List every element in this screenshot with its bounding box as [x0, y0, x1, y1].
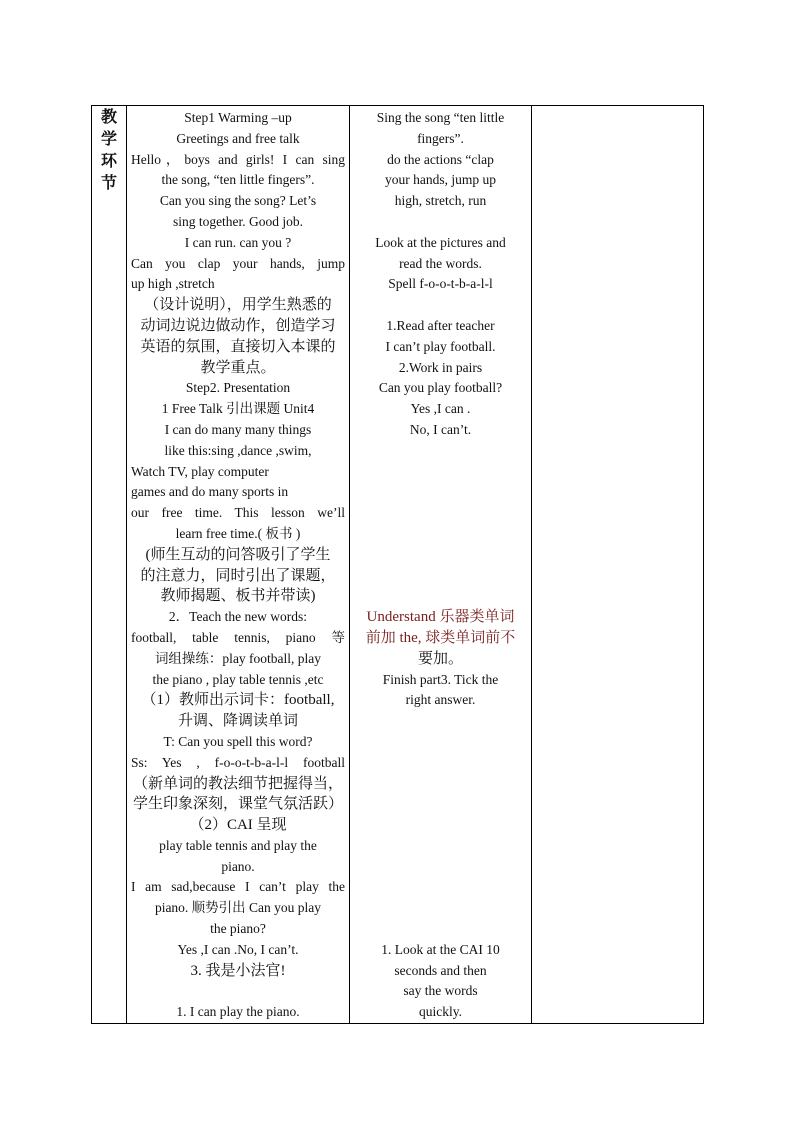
text-line: fingers”. — [417, 130, 464, 146]
text-line: T: Can you spell this word? — [163, 733, 313, 749]
section-header-char: 教 — [100, 107, 117, 126]
text-line — [354, 212, 527, 233]
text-line — [354, 774, 527, 795]
text-line: Greetings and free talk — [176, 130, 300, 146]
text-line: 2.Work in pairs — [398, 359, 483, 375]
text-line: your hands, jump up — [385, 172, 496, 188]
text-line: Step2. Presentation — [185, 380, 291, 396]
teaching-steps-row — [92, 106, 704, 1024]
text-line: high, stretch, run — [394, 193, 487, 209]
text-line: Hello，boys and girls! I can sing — [131, 151, 345, 167]
text-line — [354, 857, 527, 878]
text-line: quickly. — [419, 1004, 462, 1020]
text-line: （设计说明），用学生熟悉的 — [144, 297, 332, 314]
text-line: up high ,stretch — [131, 276, 215, 292]
text-line — [354, 753, 527, 774]
text-line: （1）教师出示词卡：football, — [141, 692, 335, 709]
design-intent-text — [532, 106, 703, 108]
text-line: games and do many sports in — [131, 484, 289, 500]
text-line: Can you clap your hands, jump — [131, 255, 345, 271]
text-line: do the actions “clap — [387, 151, 494, 167]
text-line: Ss: Yes , f-o-o-t-b-a-l-l football — [131, 754, 345, 770]
text-line — [354, 919, 527, 940]
text-line — [354, 462, 527, 483]
text-line: 前加 the, 球类单词前不 — [365, 629, 516, 646]
text-line — [354, 441, 527, 462]
teacher-procedure-text — [127, 106, 349, 1023]
text-line: learn free time.( 板书 ) — [175, 525, 301, 541]
text-line — [354, 836, 527, 857]
text-line: I can run. can you ? — [184, 234, 292, 250]
text-line: 1 Free Talk 引出课题 Unit4 — [161, 401, 315, 417]
text-line: I can’t play football. — [385, 338, 496, 354]
student-activity-cell — [350, 106, 532, 1024]
text-line: Step1 Warming –up — [184, 110, 292, 125]
text-line: 动词边说边做动作，创造学习 — [140, 317, 336, 334]
section-header-char: 学 — [100, 129, 117, 148]
text-line: piano. — [221, 858, 255, 874]
text-line: (师生互动的问答吸引了学生 — [145, 546, 331, 563]
text-line — [354, 295, 527, 316]
text-line — [354, 482, 527, 503]
text-line — [131, 981, 345, 1002]
text-line: 教师揭题、板书并带读) — [160, 588, 316, 605]
text-line: Finish part3. Tick the — [382, 671, 499, 687]
text-line: the piano , play table tennis ,etc — [152, 671, 324, 687]
text-line: I am sad,because I can’t play the — [131, 879, 345, 895]
text-line — [354, 503, 527, 524]
text-line: 学生印象深刻，课堂气氛活跃） — [132, 796, 343, 813]
text-line: 教学重点。 — [200, 359, 276, 376]
text-line: Watch TV, play computer — [131, 463, 269, 479]
section-header-cell — [92, 106, 127, 1024]
text-line: seconds and then — [394, 962, 487, 978]
text-line: piano. 顺势引出 Can you play — [154, 900, 322, 916]
text-line: Sing the song “ten little — [376, 110, 505, 125]
text-line: read the words. — [399, 255, 482, 271]
text-line: football, table tennis, piano 等 — [131, 629, 345, 645]
text-line — [354, 566, 527, 587]
section-header-char: 环 — [100, 151, 117, 170]
text-line — [354, 794, 527, 815]
text-line: the piano? — [210, 921, 266, 937]
text-line: 英语的氛围，直接切入本课的 — [140, 338, 336, 355]
text-line — [354, 524, 527, 545]
text-line — [354, 898, 527, 919]
text-line: Yes ,I can .No, I can’t. — [177, 941, 299, 957]
text-line: 词组操练：play football, play — [154, 650, 322, 666]
text-line: play table tennis and play the — [159, 837, 317, 853]
text-line: Yes ,I can . — [410, 401, 471, 417]
teacher-procedure-cell — [127, 106, 350, 1024]
text-line: I can do many many things — [164, 421, 312, 437]
text-line: （新单词的教法细节把握得当， — [132, 775, 343, 792]
section-header-char: 节 — [100, 173, 117, 192]
text-line: 升调、降调读单词 — [177, 713, 298, 730]
text-line — [354, 711, 527, 732]
text-line: our free time. This lesson we’ll — [131, 505, 345, 521]
text-line: Spell f-o-o-t-b-a-l-l — [388, 276, 493, 292]
text-line: Look at the pictures and — [375, 234, 506, 250]
text-line: say the words — [403, 983, 478, 999]
text-line — [354, 586, 527, 607]
text-line: No, I can’t. — [409, 421, 472, 437]
text-line: sing together. Good job. — [172, 213, 304, 229]
text-line: Understand 乐器类单词 — [366, 609, 515, 626]
lesson-plan-table — [91, 105, 704, 1024]
student-activity-text — [350, 106, 531, 1023]
text-line: 1. Look at the CAI 10 — [381, 941, 500, 957]
text-line: 的注意力，同时引出了课题， — [140, 567, 336, 584]
text-line: （2）CAI 呈现 — [189, 817, 287, 834]
text-line: 要加。 — [417, 650, 463, 667]
text-line: 1.Read after teacher — [386, 317, 495, 333]
text-line: the song, “ten little fingers”. — [161, 172, 315, 188]
text-line: right answer. — [405, 692, 476, 708]
text-line — [354, 545, 527, 566]
text-line: 3. 我是小法官! — [190, 962, 286, 979]
text-line: Can you sing the song? Let’s — [159, 193, 317, 209]
text-line — [354, 877, 527, 898]
design-intent-cell — [532, 106, 704, 1024]
text-line: 2．Teach the new words: — [168, 609, 308, 625]
text-line — [354, 815, 527, 836]
text-line: 1. I can play the piano. — [176, 1004, 300, 1020]
text-line: like this:sing ,dance ,swim, — [164, 442, 312, 458]
text-line — [354, 732, 527, 753]
text-line: Can you play football? — [378, 380, 503, 396]
